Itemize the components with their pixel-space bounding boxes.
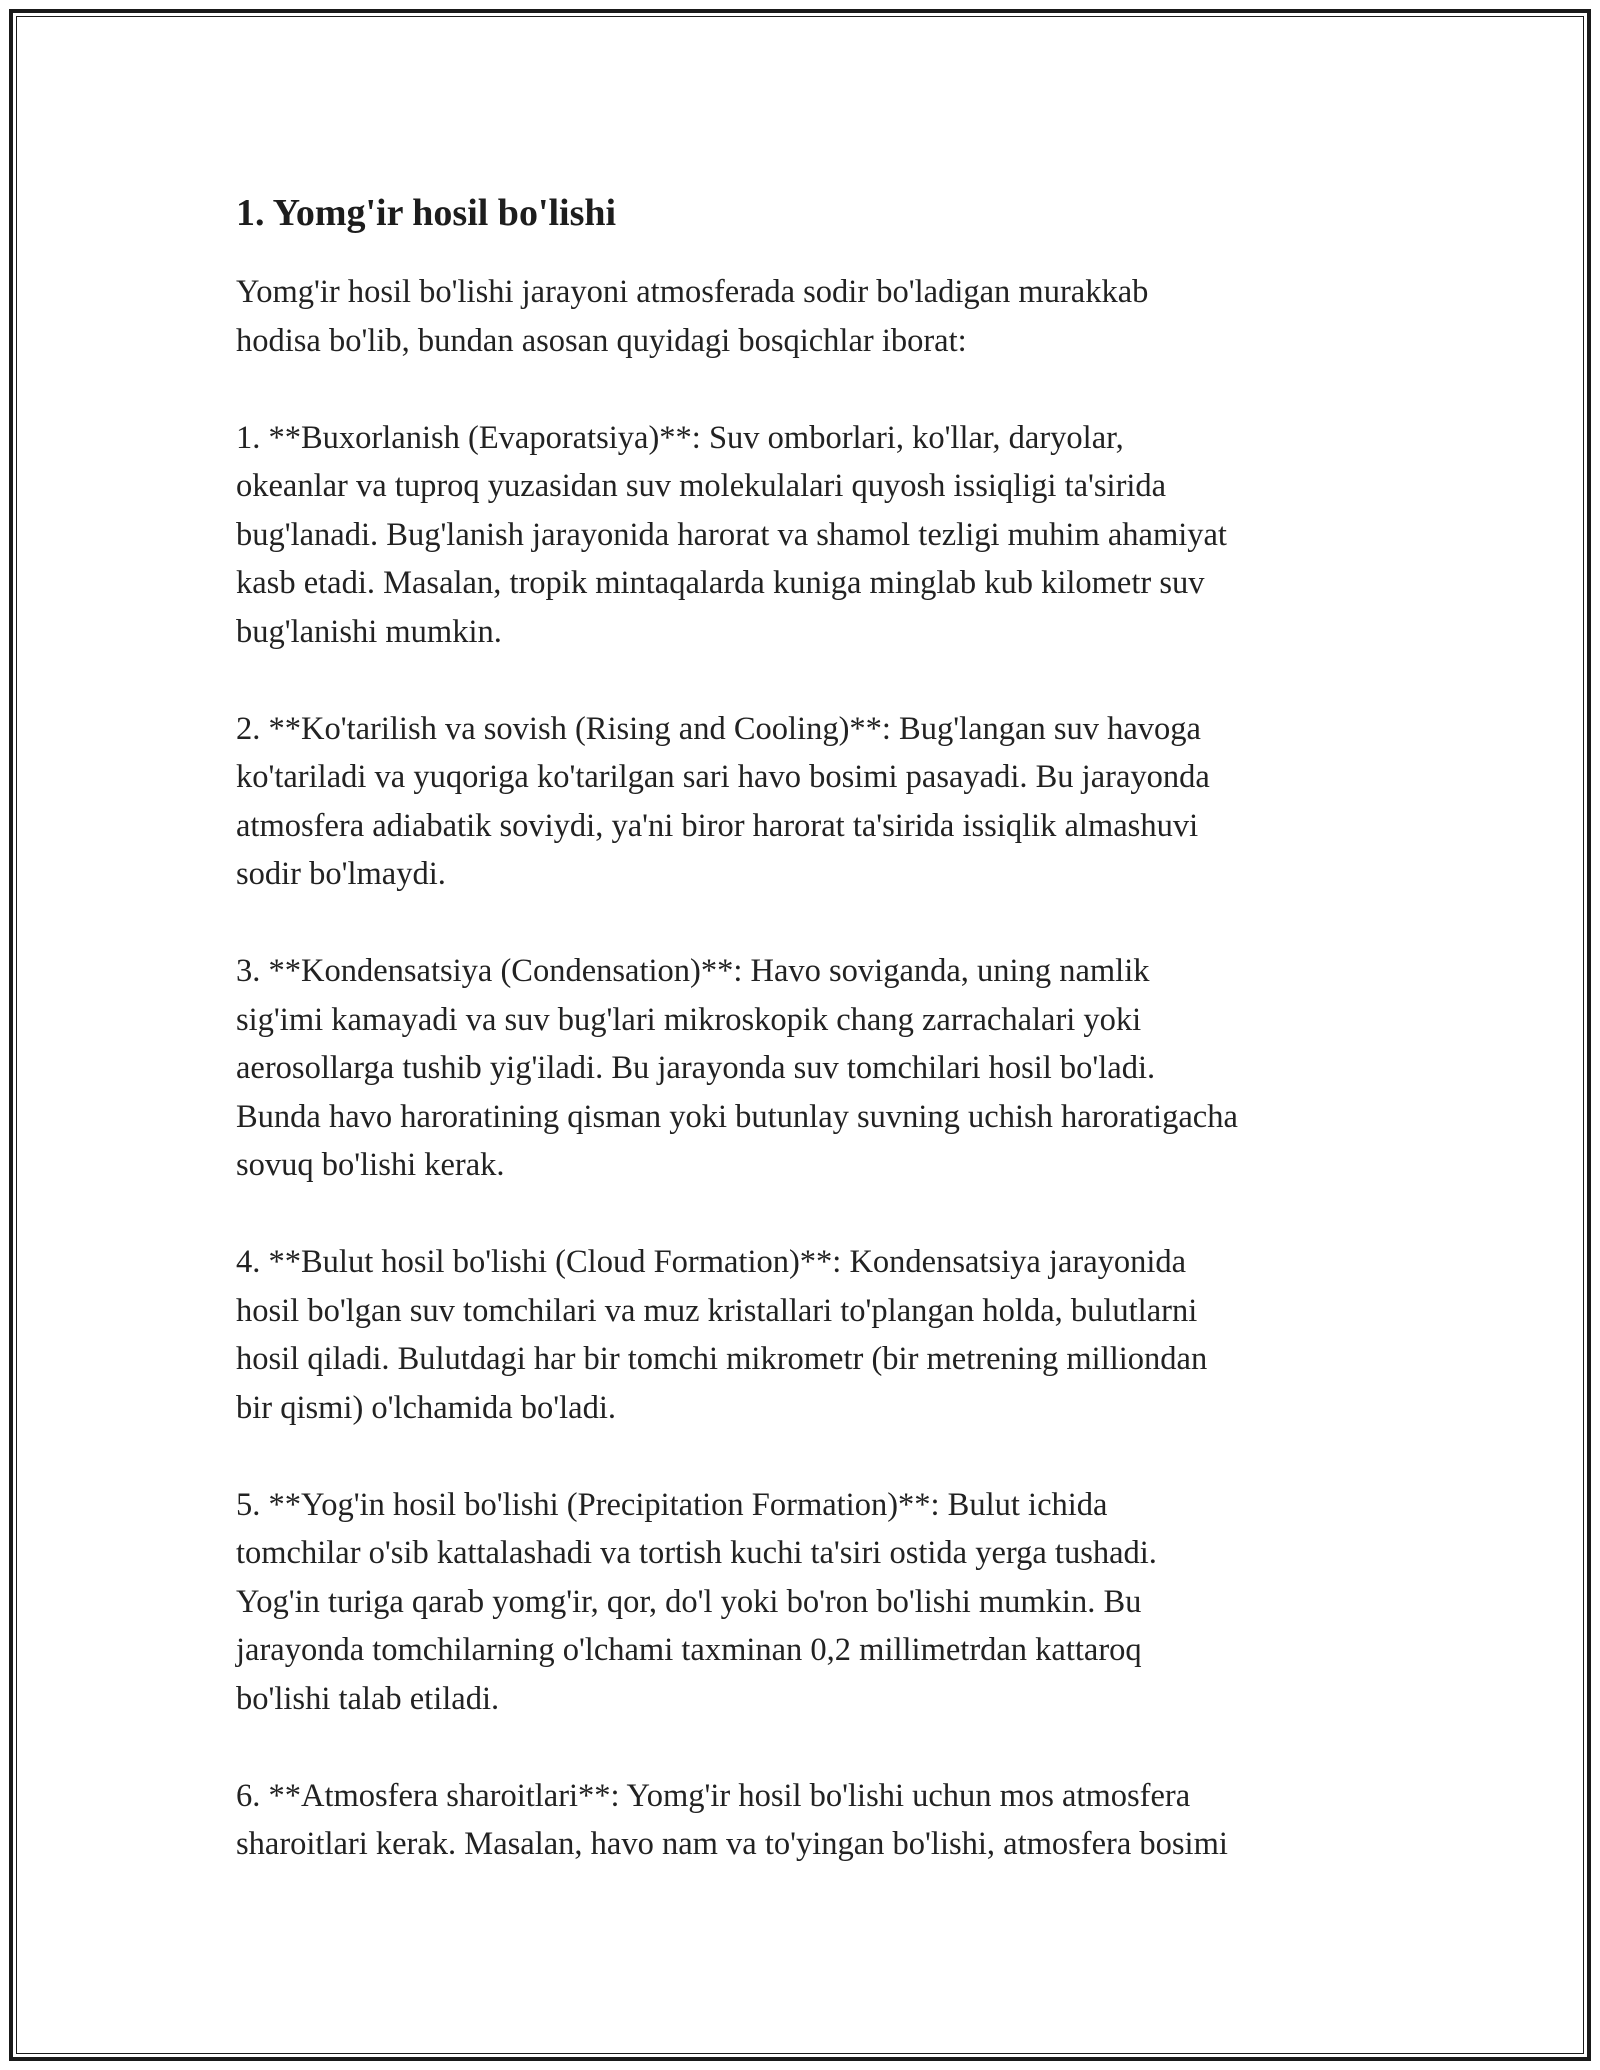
step-6-atmospheric-conditions: 6. **Atmosfera sharoitlari**: Yomg'ir hosil bo'lishi uchun mos atmosfera sharoitlari kerak. Masalan, havo nam va to'yingan bo'lishi, atmosfera bosimi <box>236 1777 1228 1862</box>
step-3-condensation: 3. **Kondensatsiya (Condensation)**: Havo soviganda, uning namlik sig'imi kamayadi va suv bug'lari mikroskopik chang zarrachalari yoki aerosollarga tushib yig'iladi. Bu jarayonda suv tomchilari hosil bo'ladi. Bunda havo haroratining qisman yoki butunlay suvning uchish haroratigacha sovuq bo'lishi kerak. <box>236 953 1238 1183</box>
step-5-precipitation-formation: 5. **Yog'in hosil bo'lishi (Precipitation Formation)**: Bulut ichida tomchilar o'sib kattalashadi va tortish kuchi ta'siri ostida yerga tushadi. Yog'in turiga qarab yomg'ir, qor, do'l yoki bo'ron bo'lishi mumkin. Bu jarayonda tomchilarning o'lchami taxminan 0,2 millimetrdan kattaroq bo'lishi talab etiladi. <box>236 1486 1157 1717</box>
step-4-cloud-formation: 4. **Bulut hosil bo'lishi (Cloud Formation)**: Kondensatsiya jarayonida hosil bo'lgan suv tomchilari va muz kristallari to'plangan holda, bulutlarni hosil qiladi. Bulutdagi har bir tomchi mikrometr (bir metrening milliondan bir qismi) o'lchamida bo'ladi. <box>236 1244 1208 1426</box>
step-1-evaporation: 1. **Buxorlanish (Evaporatsiya)**: Suv omborlari, ko'llar, daryolar, okeanlar va tuproq yuzasidan suv molekulalari quyosh issiqligi ta'sirida bug'lanadi. Bug'lanish jarayonida harorat va shamol tezligi muhim ahamiyat kasb etadi. Masalan, tropik mintaqalarda kuniga minglab kub kilometr suv bug'lanishi mumkin. <box>236 419 1227 650</box>
document-body <box>236 186 1386 1869</box>
intro-paragraph: Yomg'ir hosil bo'lishi jarayoni atmosferada sodir bo'ladigan murakkab hodisa bo'lib, bundan asosan quyidagi bosqichlar iborat: <box>236 274 1149 359</box>
page-title: 1. Yomg'ir hosil bo'lishi <box>236 192 617 234</box>
step-2-rising-cooling: 2. **Ko'tarilish va sovish (Rising and Cooling)**: Bug'langan suv havoga ko'tariladi va yuqoriga ko'tarilgan sari havo bosimi pasayadi. Bu jarayonda atmosfera adiabatik soviydi, ya'ni biror harorat ta'sirida issiqlik almashuvi sodir bo'lmaydi. <box>236 710 1210 892</box>
